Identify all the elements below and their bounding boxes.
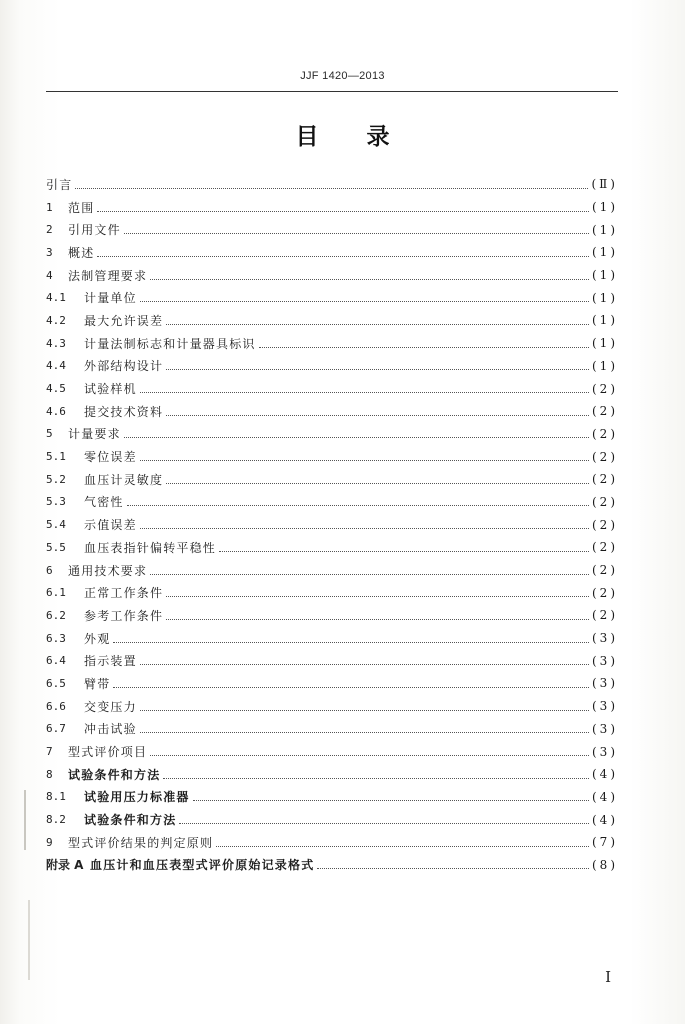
toc-entry-title: 通用技术要求: [68, 563, 148, 578]
toc-entry-title: 血压表指针偏转平稳性: [84, 540, 217, 555]
toc-entry: [46, 173, 618, 196]
toc-entry-title: 正常工作条件: [84, 586, 164, 601]
toc-entry-page: (3): [592, 676, 618, 691]
toc-entry-page: (2): [592, 494, 618, 509]
toc-entry: [46, 649, 618, 672]
toc-entry-page: (2): [592, 540, 618, 555]
toc-entry: [46, 468, 618, 491]
toc-entry-title: 试验样机: [84, 382, 137, 397]
toc-leader-dots: [166, 310, 589, 325]
toc-entry-number: 8: [46, 767, 53, 781]
toc-entry-title: 型式评价项目: [68, 745, 148, 760]
standard-code-header: JJF 1420—2013: [300, 70, 385, 82]
toc-entry-number: 8.2: [46, 813, 66, 827]
toc-entry-number: 6.7: [46, 722, 66, 736]
toc-entry: [46, 309, 618, 332]
toc-entry-page: (1): [592, 358, 618, 373]
toc-entry-number: 9: [46, 835, 53, 849]
toc-entry-number: 5.3: [46, 495, 66, 509]
toc-entry-page: (3): [592, 653, 618, 668]
toc-entry: [46, 400, 618, 423]
page-number: I: [605, 968, 611, 986]
toc-leader-dots: [140, 446, 589, 461]
toc-entry-page: (3): [592, 721, 618, 736]
toc-entry-number: 附录 A: [46, 858, 84, 873]
toc-entry: [46, 286, 618, 309]
toc-entry: [46, 604, 618, 627]
toc-entry: [46, 241, 618, 264]
toc-entry-page: (2): [592, 585, 618, 600]
toc-entry: [46, 672, 618, 695]
toc-entry-page: (4): [592, 789, 618, 804]
scan-artifact: [28, 900, 30, 980]
toc-leader-dots: [127, 491, 589, 506]
toc-entry: [46, 355, 618, 378]
toc-entry-number: 5.4: [46, 518, 66, 532]
toc-leader-dots: [179, 809, 589, 824]
toc-entry-title: 参考工作条件: [84, 608, 164, 623]
toc-entry-page: (1): [592, 290, 618, 305]
toc-entry-page: (2): [592, 404, 618, 419]
toc-entry-page: (1): [592, 245, 618, 260]
toc-leader-dots: [140, 696, 589, 711]
toc-entry-page: (1): [592, 222, 618, 237]
toc-entry-page: (2): [592, 381, 618, 396]
toc-leader-dots: [150, 265, 589, 280]
toc-entry-number: 6.5: [46, 676, 66, 690]
toc-leader-dots: [140, 514, 589, 529]
toc-entry-page: (4): [592, 767, 618, 782]
scan-artifact: [24, 790, 26, 850]
toc-leader-dots: [75, 174, 588, 189]
toc-entry: [46, 831, 618, 854]
toc-entry-page: (2): [592, 517, 618, 532]
toc-entry-title: 血压计和血压表型式评价原始记录格式: [90, 858, 315, 873]
toc-entry-page: (4): [592, 812, 618, 827]
toc-entry-number: 5.2: [46, 472, 66, 486]
toc-entry-page: (2): [592, 449, 618, 464]
toc-entry-number: 3: [46, 245, 53, 259]
title-char-1: 目: [295, 124, 319, 150]
toc-entry-title: 交变压力: [84, 699, 137, 714]
toc-entry-title: 法制管理要求: [68, 268, 148, 283]
toc-entry: [46, 854, 618, 877]
toc-entry: [46, 695, 618, 718]
toc-entry: [46, 740, 618, 763]
toc-leader-dots: [166, 355, 589, 370]
toc-entry: [46, 559, 618, 582]
toc-entry-number: 6.1: [46, 586, 66, 600]
toc-leader-dots: [113, 673, 589, 688]
toc-entry-title: 血压计灵敏度: [84, 472, 164, 487]
toc-entry-page: (2): [592, 563, 618, 578]
toc-entry-title: 引用文件: [68, 223, 121, 238]
toc-entry-page: (3): [592, 699, 618, 714]
toc-leader-dots: [124, 423, 589, 438]
toc-entry: [46, 581, 618, 604]
toc-entry: [46, 423, 618, 446]
toc-entry-title: 概述: [68, 245, 95, 260]
toc-entry-title: 臂带: [84, 676, 111, 691]
toc-entry: [46, 808, 618, 831]
page-title: [0, 118, 685, 151]
toc-entry: [46, 786, 618, 809]
toc-entry-number: 5: [46, 427, 53, 441]
toc-entry-title: 试验用压力标准器: [84, 790, 190, 805]
toc-entry: [46, 536, 618, 559]
toc-entry-title: 计量单位: [84, 291, 137, 306]
toc-entry: [46, 332, 618, 355]
toc-leader-dots: [166, 582, 589, 597]
toc-entry: [46, 513, 618, 536]
toc-leader-dots: [97, 242, 589, 257]
toc-entry-number: 5.1: [46, 450, 66, 464]
toc-entry-number: 8.1: [46, 790, 66, 804]
toc-entry: [46, 196, 618, 219]
toc-entry-number: 6.2: [46, 608, 66, 622]
toc-leader-dots: [219, 537, 589, 552]
toc-leader-dots: [163, 764, 589, 779]
toc-entry-title: 型式评价结果的判定原则: [68, 835, 214, 850]
toc-leader-dots: [150, 560, 589, 575]
toc-entry: [46, 627, 618, 650]
toc-entry-title: 外观: [84, 631, 111, 646]
toc-entry-number: 4.4: [46, 359, 66, 373]
toc-entry: [46, 445, 618, 468]
toc-entry-page: (1): [592, 200, 618, 215]
toc-leader-dots: [150, 741, 589, 756]
toc-entry-number: 4: [46, 268, 53, 282]
toc-leader-dots: [140, 287, 589, 302]
toc-entry-number: 4.2: [46, 313, 66, 327]
toc-entry-number: 4.1: [46, 291, 66, 305]
toc-leader-dots: [166, 605, 589, 620]
toc-entry-title: 试验条件和方法: [84, 813, 177, 828]
toc-leader-dots: [140, 650, 589, 665]
toc-leader-dots: [140, 378, 589, 393]
toc-entry: [46, 218, 618, 241]
toc-leader-dots: [259, 333, 589, 348]
toc-entry-page: (1): [592, 268, 618, 283]
toc-entry: [46, 264, 618, 287]
toc-entry-title: 冲击试验: [84, 722, 137, 737]
toc-entry: [46, 718, 618, 741]
toc-leader-dots: [193, 786, 589, 801]
toc-entry-number: 4.5: [46, 382, 66, 396]
toc-entry-title: 气密性: [84, 495, 124, 510]
toc-entry-page: (2): [592, 472, 618, 487]
toc-entry-title: 计量要求: [68, 427, 121, 442]
toc-leader-dots: [166, 469, 589, 484]
toc-leader-dots: [216, 832, 589, 847]
toc-entry-page: (1): [592, 313, 618, 328]
toc-entry: [46, 377, 618, 400]
toc-entry-page: (3): [592, 744, 618, 759]
toc-entry-title: 计量法制标志和计量器具标识: [84, 336, 256, 351]
toc-entry-title: 最大允许误差: [84, 313, 164, 328]
toc-entry-page: (1): [592, 336, 618, 351]
toc-entry-page: (2): [592, 426, 618, 441]
table-of-contents: [46, 173, 618, 876]
toc-leader-dots: [113, 628, 589, 643]
toc-entry-page: (3): [592, 631, 618, 646]
toc-entry-number: 6.3: [46, 631, 66, 645]
toc-entry: [46, 763, 618, 786]
toc-entry-page: (2): [592, 608, 618, 623]
toc-entry-number: 6.4: [46, 654, 66, 668]
toc-entry-number: 4.6: [46, 404, 66, 418]
toc-entry: [46, 491, 618, 514]
toc-leader-dots: [166, 401, 589, 416]
toc-entry-number: 2: [46, 223, 53, 237]
toc-entry-number: 6.6: [46, 699, 66, 713]
toc-entry-number: 1: [46, 200, 53, 214]
toc-entry-title: 引言: [46, 177, 73, 192]
toc-leader-dots: [317, 854, 589, 869]
toc-leader-dots: [97, 197, 589, 212]
toc-entry-number: 4.3: [46, 336, 66, 350]
toc-entry-title: 示值误差: [84, 518, 137, 533]
toc-entry-number: 6: [46, 563, 53, 577]
toc-entry-page: (8): [592, 857, 618, 872]
toc-entry-title: 外部结构设计: [84, 359, 164, 374]
header-rule: [46, 91, 618, 92]
toc-entry-title: 范围: [68, 200, 95, 215]
toc-entry-title: 指示装置: [84, 654, 137, 669]
toc-entry-number: 5.5: [46, 540, 66, 554]
toc-leader-dots: [124, 219, 589, 234]
toc-entry-title: 零位误差: [84, 450, 137, 465]
toc-entry-number: 7: [46, 745, 53, 759]
toc-entry-title: 试验条件和方法: [68, 767, 161, 782]
toc-entry-page: (Ⅱ): [591, 177, 618, 192]
toc-entry-title: 提交技术资料: [84, 404, 164, 419]
title-char-2: 录: [366, 124, 390, 150]
toc-entry-page: (7): [592, 835, 618, 850]
toc-leader-dots: [140, 718, 589, 733]
